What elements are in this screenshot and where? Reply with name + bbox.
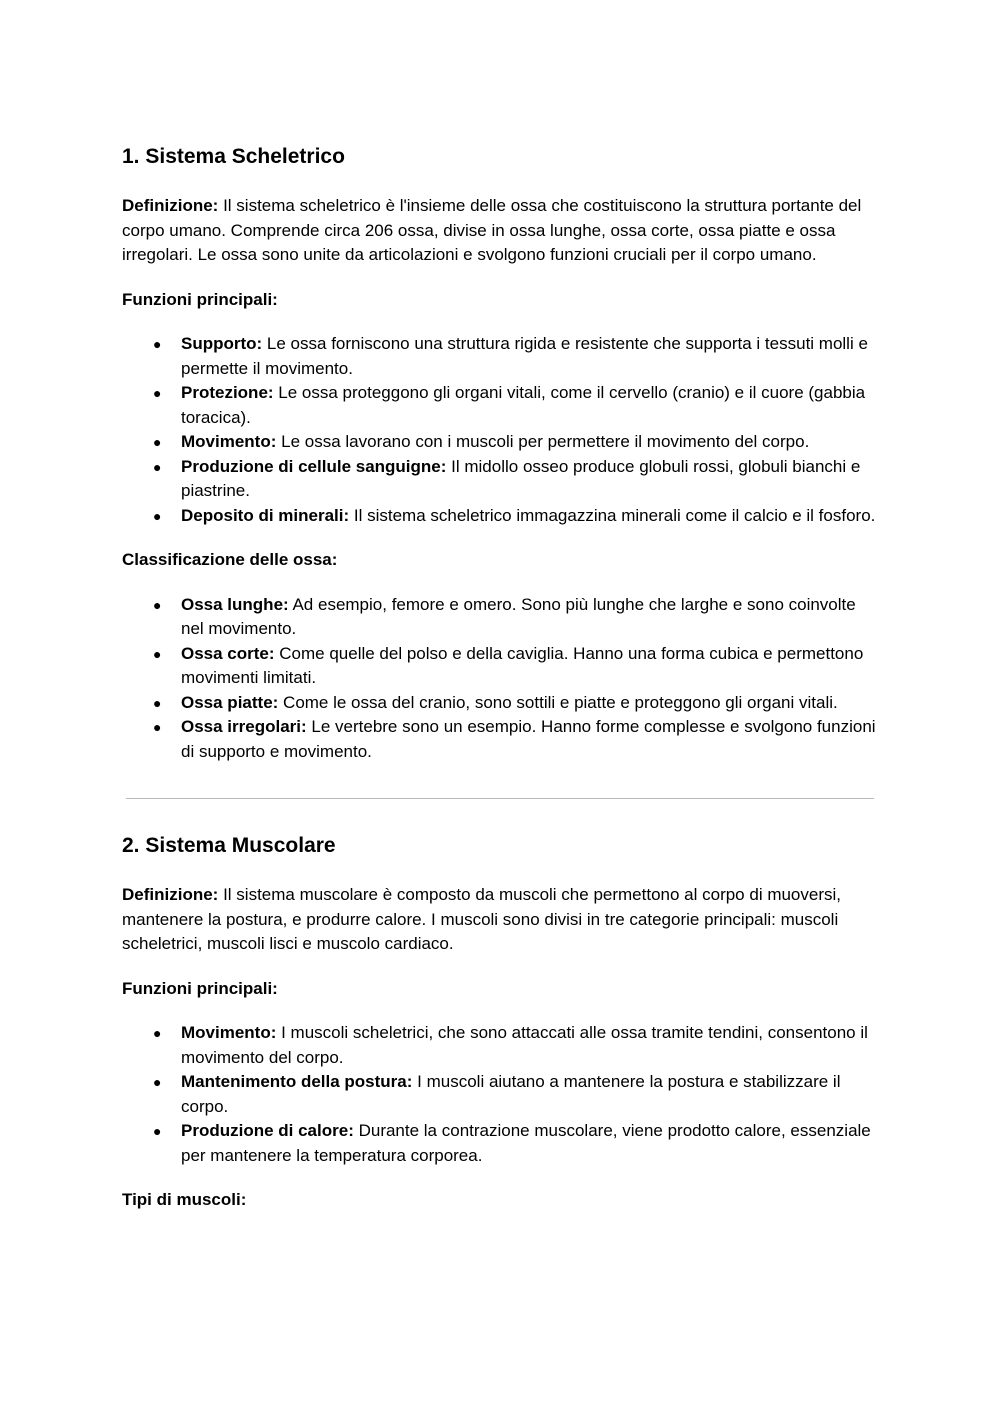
definition-label: Definizione: bbox=[122, 885, 219, 904]
list-item-text: Durante la contrazione muscolare, viene prodotto calore, essenziale per mantenere la temperatura corporea. bbox=[181, 1121, 871, 1165]
definition-paragraph-muscular bbox=[122, 883, 878, 957]
list-item-text: Le ossa forniscono una struttura rigida e resistente che supporta i tessuti molli e permette il movimento. bbox=[181, 334, 868, 378]
list-item-text: Le ossa lavorano con i muscoli per permettere il movimento del corpo. bbox=[276, 432, 810, 451]
list-item bbox=[122, 332, 878, 381]
functions-list-skeletal bbox=[122, 332, 878, 528]
bullet-icon: ● bbox=[153, 645, 162, 662]
list-item bbox=[122, 430, 878, 455]
list-item-term: Protezione: bbox=[181, 383, 274, 402]
bullet-icon: ● bbox=[153, 1123, 162, 1139]
list-item-text: Come le ossa del cranio, sono sottili e piatte e proteggono gli organi vitali. bbox=[278, 692, 838, 712]
list-item-term: Ossa corte: bbox=[181, 643, 275, 663]
list-item-term: Movimento: bbox=[181, 432, 277, 451]
types-label-muscular: Tipi di muscoli: bbox=[122, 1190, 247, 1209]
bullet-icon: ● bbox=[153, 336, 162, 352]
functions-label-skeletal: Funzioni principali: bbox=[122, 289, 278, 309]
list-item-term: Mantenimento della postura: bbox=[181, 1072, 413, 1091]
document-page bbox=[122, 140, 878, 1213]
list-item-term: Movimento: bbox=[181, 1023, 277, 1042]
list-item bbox=[122, 504, 878, 529]
bullet-icon: ● bbox=[153, 385, 162, 401]
list-item-term: Deposito di minerali: bbox=[181, 505, 350, 525]
list-item bbox=[122, 593, 878, 642]
classification-label: Classificazione delle ossa: bbox=[122, 550, 338, 569]
definition-text: Il sistema scheletrico è l'insieme delle ossa che costituiscono la struttura portante del corpo umano. Comprende circa 206 ossa, divise in ossa lunghe, ossa corte, ossa piatte e ossa irregolari. Le ossa sono unite da articolazioni e svolgono funzioni cruciali per il corpo umano. bbox=[122, 196, 862, 264]
bullet-icon: ● bbox=[153, 1025, 162, 1041]
list-item bbox=[122, 691, 878, 716]
list-item-term: Ossa irregolari: bbox=[181, 717, 307, 736]
list-item-text: Il sistema scheletrico immagazzina minerali come il calcio e il fosforo. bbox=[349, 505, 876, 525]
list-item-text: Il midollo osseo produce globuli rossi, globuli bianchi e piastrine. bbox=[181, 456, 861, 500]
list-item-text: Le ossa proteggono gli organi vitali, come il cervello (cranio) e il cuore (gabbia toracica). bbox=[181, 383, 866, 427]
list-item-text: Ad esempio, femore e omero. Sono più lunghe che larghe e sono coinvolte nel movimento. bbox=[181, 594, 856, 638]
list-item-term: Produzione di calore: bbox=[181, 1121, 354, 1140]
definition-label: Definizione: bbox=[122, 196, 219, 215]
list-item bbox=[122, 455, 878, 504]
list-item bbox=[122, 1021, 878, 1070]
functions-label-muscular: Funzioni principali: bbox=[122, 978, 278, 998]
list-item bbox=[122, 642, 878, 691]
section-title-muscular: 2. Sistema Muscolare bbox=[122, 834, 336, 857]
definition-paragraph-skeletal bbox=[122, 194, 878, 268]
bullet-icon: ● bbox=[153, 694, 162, 711]
bullet-icon: ● bbox=[153, 1074, 162, 1090]
list-item-text: I muscoli scheletrici, che sono attaccati alle ossa tramite tendini, consentono il movimento del corpo. bbox=[181, 1023, 868, 1067]
classification-list bbox=[122, 593, 878, 765]
list-item-term: Ossa lunghe: bbox=[181, 594, 289, 614]
list-item-text: Le vertebre sono un esempio. Hanno forme complesse e svolgono funzioni di supporto e movimento. bbox=[181, 717, 876, 761]
list-item bbox=[122, 715, 878, 764]
bullet-icon: ● bbox=[153, 596, 162, 613]
section-title-skeletal: 1. Sistema Scheletrico bbox=[122, 145, 345, 168]
list-item bbox=[122, 381, 878, 430]
bullet-icon: ● bbox=[153, 458, 162, 475]
bullet-icon: ● bbox=[153, 434, 162, 450]
list-item-term: Produzione di cellule sanguigne: bbox=[181, 456, 447, 476]
bullet-icon: ● bbox=[153, 719, 162, 735]
bullet-icon: ● bbox=[153, 507, 162, 524]
list-item-term: Ossa piatte: bbox=[181, 692, 279, 712]
list-item-text: I muscoli aiutano a mantenere la postura e stabilizzare il corpo. bbox=[181, 1072, 841, 1116]
list-item-term: Supporto: bbox=[181, 334, 263, 353]
list-item-text: Come quelle del polso e della caviglia. Hanno una forma cubica e permettono movimenti limitati. bbox=[181, 643, 864, 687]
list-item bbox=[122, 1070, 878, 1119]
list-item bbox=[122, 1119, 878, 1168]
functions-list-muscular bbox=[122, 1021, 878, 1168]
definition-text: Il sistema muscolare è composto da muscoli che permettono al corpo di muoversi, mantenere la postura, e produrre calore. I muscoli sono divisi in tre categorie principali: muscoli scheletrici, muscoli lisci e muscolo cardiaco. bbox=[122, 885, 842, 953]
